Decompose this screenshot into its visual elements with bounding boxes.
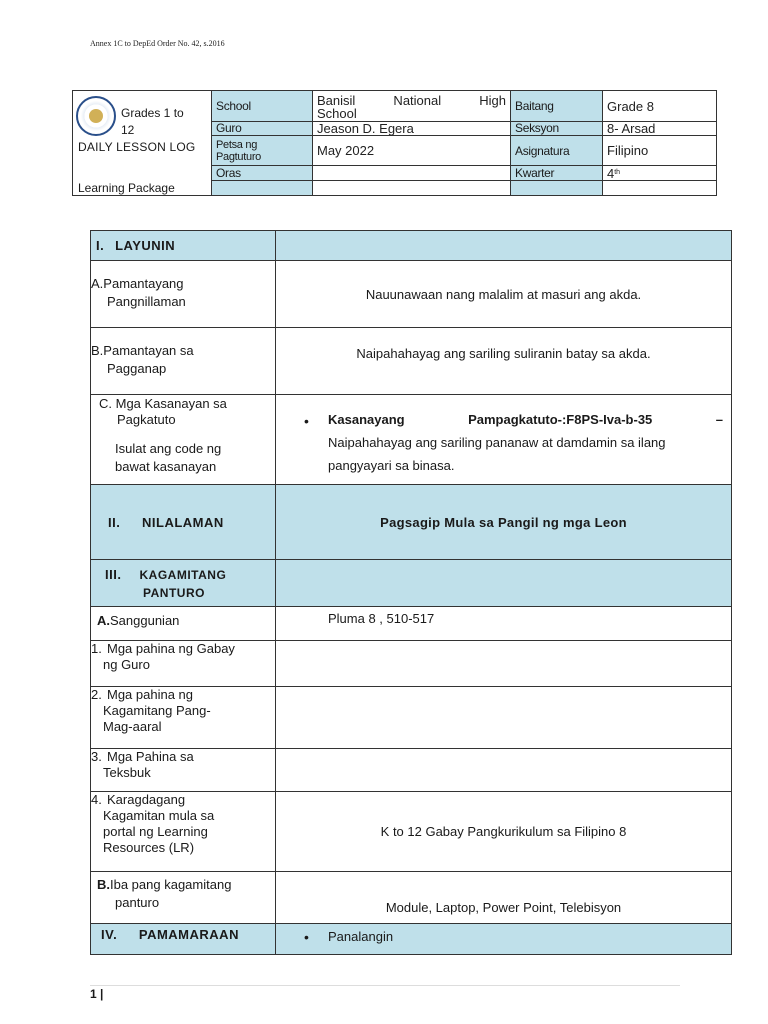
baitang-value: Grade 8 — [603, 91, 717, 122]
petsa-label: Petsa ng Pagtuturo — [212, 136, 313, 166]
row-kagamitang-panturo — [91, 560, 732, 607]
sanggunian-label: A.Sanggunian — [91, 607, 276, 641]
school-value: Banisil National High School — [313, 91, 511, 122]
oras-label: Oras — [212, 166, 313, 181]
footer-divider — [90, 985, 680, 986]
pamantayang-pangnillaman-label: A.Pamantayang Pangnillaman — [91, 261, 276, 328]
iba-pang-kagamitan-value: Module, Laptop, Power Point, Telebisyon — [276, 872, 732, 924]
row-teksbuk — [91, 749, 732, 792]
nilalaman-value: Pagsagip Mula sa Pangil ng mga Leon — [276, 485, 732, 560]
learning-package-cell-3 — [511, 181, 603, 196]
asignatura-label: Asignatura — [511, 136, 603, 166]
item-4-label: 4. Karagdagang Kagamitan mula sa portal ng Learning Resources (LR) — [91, 792, 276, 872]
row-mga-kasanayan — [91, 395, 732, 485]
lesson-plan-table — [90, 230, 732, 955]
pamantayan-sa-pagganap-value: Naipahahayag ang sariling suliranin batay sa akda. — [276, 328, 732, 395]
pamamaraan-heading: IV. PAMAMARAAN — [91, 924, 276, 955]
item-3-value — [276, 749, 732, 792]
row-layunin — [91, 231, 732, 261]
item-4-value: K to 12 Gabay Pangkurikulum sa Filipino 8 — [276, 792, 732, 872]
learning-package-cell-4 — [603, 181, 717, 196]
daily-lesson-log-title: DAILY LESSON LOG — [78, 140, 196, 154]
item-2-label: 2. Mga pahina ng Kagamitang Pang- Mag-aaral — [91, 687, 276, 749]
sanggunian-value: Pluma 8 , 510-517 — [276, 607, 732, 641]
item-1-value — [276, 641, 732, 687]
grades-label: Grades 1 to 12 — [121, 106, 184, 137]
bullet-icon: • — [304, 929, 309, 945]
guro-label: Guro — [212, 122, 313, 136]
oras-value — [313, 166, 511, 181]
row-pamamaraan — [91, 924, 732, 955]
page-number: 1 | — [90, 987, 104, 1001]
bullet-icon: • — [304, 413, 309, 429]
kagamitang-panturo-heading: III. KAGAMITANG PANTURO — [91, 560, 276, 607]
item-3-label: 3. Mga Pahina sa Teksbuk — [91, 749, 276, 792]
learning-package-cell-1 — [212, 181, 313, 196]
kasanayan-bullet: • Kasanayang Pampagkatuto-:F8PS-Iva-b-35 – Naipahahayag ang sariling pananaw at damdamin sa ilang pangyayari sa binasa. — [276, 395, 731, 477]
row-gabay-ng-guro — [91, 641, 732, 687]
guro-value: Jeason D. Egera — [313, 122, 511, 136]
item-2-value — [276, 687, 732, 749]
learning-package-cell-2 — [313, 181, 511, 196]
header-logo-cell — [73, 91, 212, 181]
asignatura-value: Filipino — [603, 136, 717, 166]
kwarter-label: Kwarter — [511, 166, 603, 181]
deped-seal-icon — [76, 96, 116, 136]
school-label: School — [212, 91, 313, 122]
layunin-heading: I. LAYUNIN — [91, 231, 276, 261]
row-pamantayang-pangnilalaman — [91, 261, 732, 328]
pamantayang-pangnillaman-value: Nauunawaan nang malalim at masuri ang akda. — [276, 261, 732, 328]
row-karagdagang-kagamitan — [91, 792, 732, 872]
row-sanggunian — [91, 607, 732, 641]
iba-pang-kagamitan-label: B.Iba pang kagamitang panturo — [91, 872, 276, 924]
row-iba-pang-kagamitan — [91, 872, 732, 924]
pamantayan-sa-pagganap-label: B.Pamantayan sa Pagganap — [91, 328, 276, 395]
mga-kasanayan-value — [276, 395, 732, 485]
seksyon-value: 8- Arsad — [603, 122, 717, 136]
kwarter-value: 4th — [603, 166, 717, 181]
row-kagamitang-pang-mag-aaral — [91, 687, 732, 749]
header-table — [72, 90, 717, 196]
pamamaraan-bullet: • Panalangin — [304, 929, 394, 945]
row-nilalaman — [91, 485, 732, 560]
seksyon-label: Seksyon — [511, 122, 603, 136]
pamamaraan-value — [276, 924, 732, 955]
nilalaman-heading: II. NILALAMAN — [91, 485, 276, 560]
learning-package-label: Learning Package — [73, 181, 212, 196]
kagamitang-panturo-value — [276, 560, 732, 607]
petsa-value: May 2022 — [313, 136, 511, 166]
item-1-label: 1. Mga pahina ng Gabay ng Guro — [91, 641, 276, 687]
baitang-label: Baitang — [511, 91, 603, 122]
annex-reference: Annex 1C to DepEd Order No. 42, s.2016 — [90, 39, 225, 48]
kasanayan-note: Isulat ang code ng bawat kasanayan — [115, 441, 222, 474]
row-pamantayan-sa-pagganap — [91, 328, 732, 395]
layunin-value — [276, 231, 732, 261]
mga-kasanayan-label: C. Mga Kasanayan sa Pagkatuto Isulat ang code ng bawat kasanayan — [91, 395, 276, 485]
